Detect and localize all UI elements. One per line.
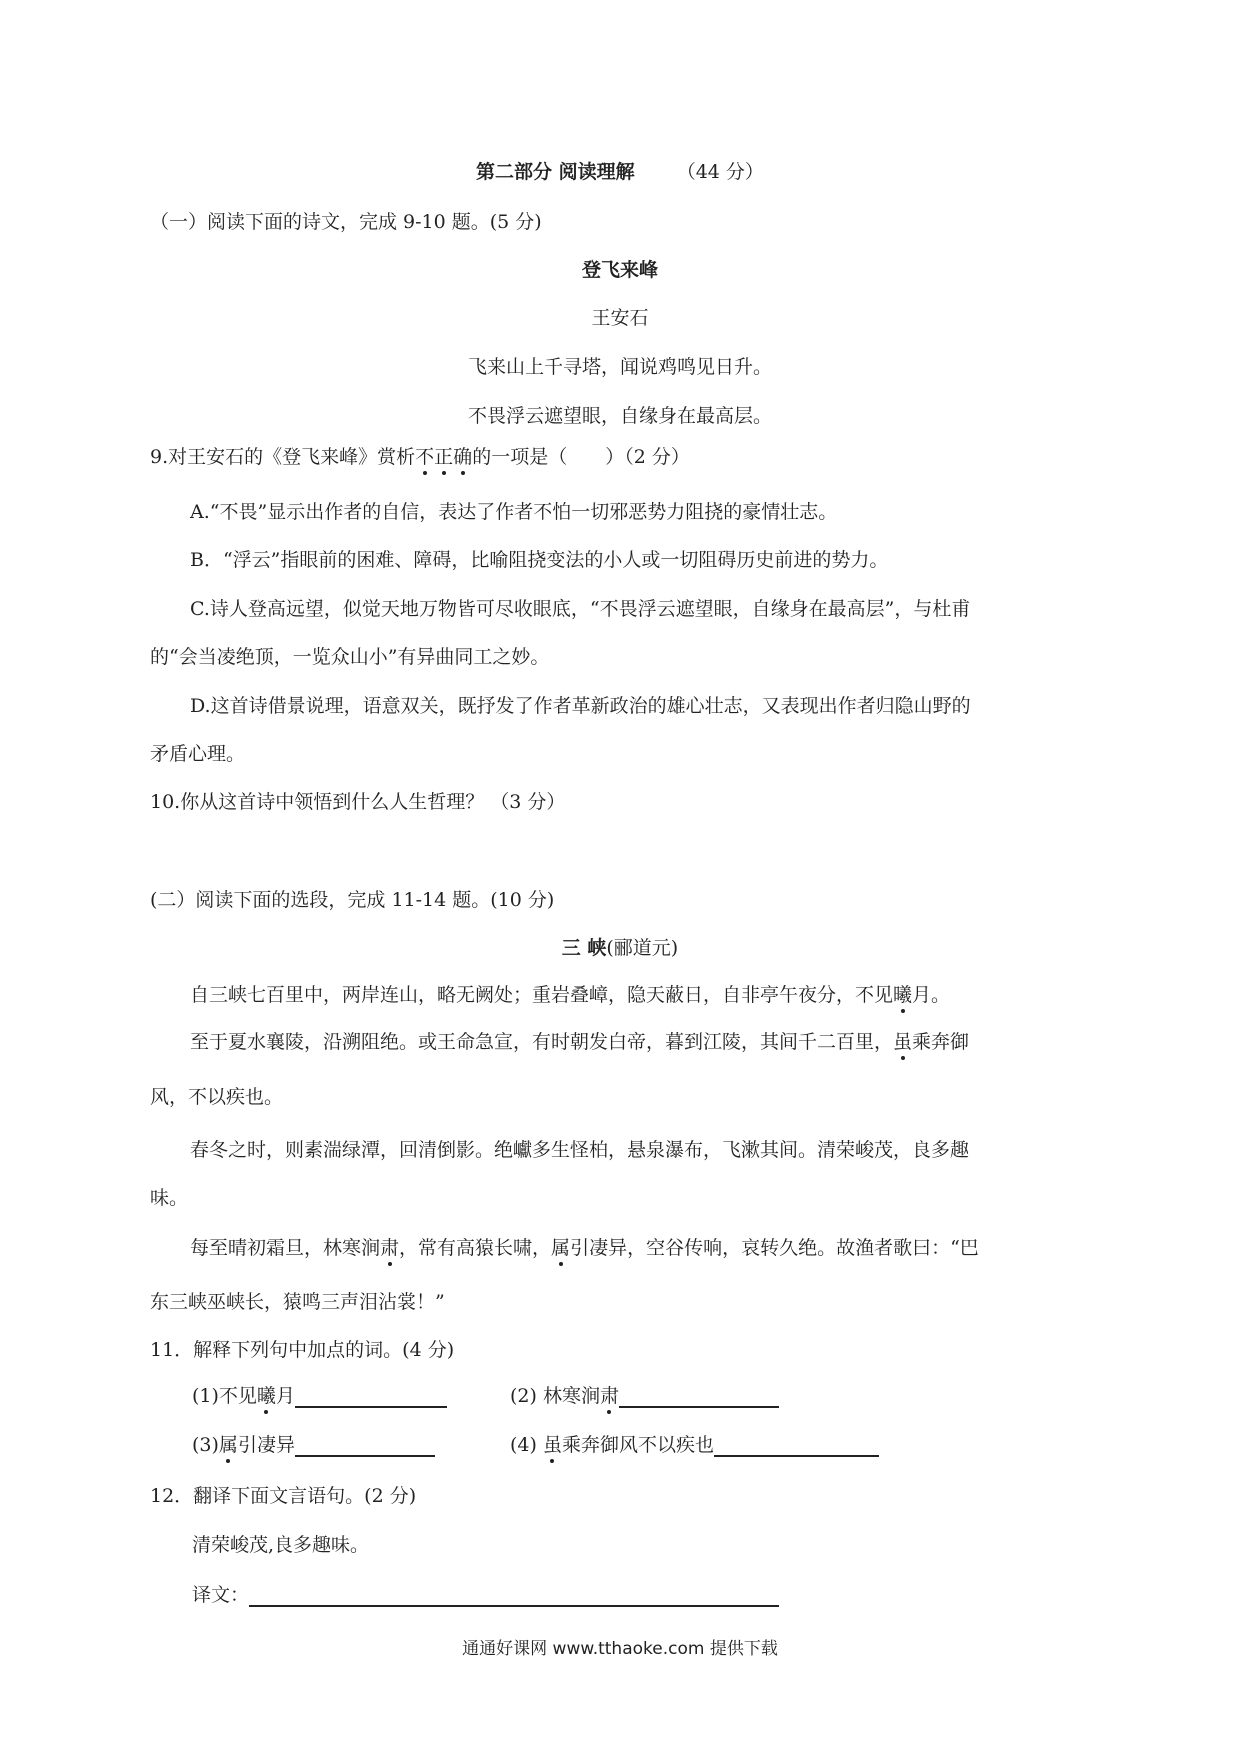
q11-item-1: (1)不见曦月 <box>192 1384 447 1408</box>
passage-paragraph-2-cont: 风，不以疾也。 <box>150 1086 284 1108</box>
option-a: A.“不畏”显示出作者的自信，表达了作者不怕一切邪恶势力阻挠的豪情壮志。 <box>190 501 838 523</box>
passage-paragraph-4-cont: 东三峡巫峡长，猿鸣三声泪沾裳！” <box>150 1291 445 1313</box>
emphasis-mark: 确 <box>453 446 473 468</box>
emphasis-mark: 肃 <box>380 1237 400 1259</box>
emphasis-mark: 属 <box>551 1237 571 1259</box>
translation-label: 译文： <box>192 1584 250 1606</box>
question-12: 12．翻译下面文言语句。(2 分) <box>150 1485 417 1507</box>
passage-paragraph-1: 自三峡七百里中，两岸连山，略无阙处；重岩叠嶂，隐天蔽日，自非亭午夜分，不见曦月。 <box>190 984 951 1006</box>
option-c-line-2: 的“会当凌绝顶，一览众山小”有异曲同工之妙。 <box>150 646 550 668</box>
emphasis-mark: 虽 <box>893 1031 913 1053</box>
answer-blank[interactable] <box>249 1587 779 1607</box>
emphasis-mark: 曦 <box>256 1385 276 1407</box>
poem-line-1: 飞来山上千寻塔，闻说鸡鸣见日升。 <box>467 356 772 378</box>
emphasis-mark: 肃 <box>599 1385 619 1407</box>
q11-item-2: (2) 林寒涧肃 <box>510 1384 779 1408</box>
q11-item-3: (3)属引凄异 <box>192 1433 435 1457</box>
q12-translation-line <box>192 1583 779 1607</box>
question-10: 10.你从这首诗中领悟到什么人生哲理？ （3 分） <box>150 791 566 813</box>
poem-line-2: 不畏浮云遮望眼，自缘身在最高层。 <box>467 405 772 427</box>
emphasis-mark: 曦 <box>893 984 913 1006</box>
q12-sentence: 清荣峻茂,良多趣味。 <box>192 1534 370 1556</box>
answer-blank[interactable] <box>714 1437 879 1457</box>
answer-blank[interactable] <box>295 1437 435 1457</box>
poem-author: 王安石 <box>591 307 649 329</box>
poem-title: 登飞来峰 <box>581 259 658 281</box>
section1-intro: （一）阅读下面的诗文，完成 9-10 题。(5 分) <box>150 211 542 233</box>
section2-intro: (二）阅读下面的选段，完成 11-14 题。(10 分) <box>150 889 555 911</box>
option-d-line-1: D.这首诗借景说理，语意双关，既抒发了作者革新政治的雄心壮志，又表现出作者归隐山野的 <box>190 695 971 717</box>
part-header <box>0 160 1240 184</box>
emphasis-mark: 正 <box>434 446 454 468</box>
emphasis-mark: 属 <box>218 1434 238 1456</box>
option-b: B．“浮云”指眼前的困难、障碍，比喻阻挠变法的小人或一切阻碍历史前进的势力。 <box>190 549 889 571</box>
page-footer: 通通好课网 www.tthaoke.com 提供下载 <box>462 1639 778 1659</box>
option-c-line-1: C.诗人登高远望，似觉天地万物皆可尽收眼底，“不畏浮云遮望眼，自缘身在最高层”，与杜甫 <box>190 598 971 620</box>
question-11: 11．解释下列句中加点的词。(4 分) <box>150 1339 455 1361</box>
passage-paragraph-3-cont: 味。 <box>150 1187 189 1209</box>
passage-paragraph-3: 春冬之时，则素湍绿潭，回清倒影。绝巘多生怪柏，悬泉瀑布，飞漱其间。清荣峻茂，良多趣 <box>190 1139 970 1161</box>
passage-paragraph-4: 每至晴初霜旦，林寒涧肃，常有高猿长啸，属引凄异，空谷传响，哀转久绝。故渔者歌曰：“巴 <box>190 1237 979 1259</box>
passage-paragraph-2: 至于夏水襄陵，沿溯阻绝。或王命急宣，有时朝发白帝，暮到江陵，其间千二百里，虽乘奔御 <box>190 1031 970 1053</box>
q11-item-4: (4) 虽乘奔御风不以疾也 <box>510 1433 879 1457</box>
answer-blank[interactable] <box>295 1388 447 1408</box>
part-score: （44 分） <box>676 161 764 183</box>
emphasis-mark: 不 <box>415 446 435 468</box>
answer-blank[interactable] <box>619 1388 779 1408</box>
question-9: 9.对王安石的《登飞来峰》赏析不正确的一项是（ ）（2 分） <box>150 446 690 468</box>
option-d-line-2: 矛盾心理。 <box>150 743 246 765</box>
part-title: 第二部分 阅读理解 <box>476 161 635 183</box>
passage-title: 三 峡(郦道元) <box>561 937 679 959</box>
emphasis-mark: 虽 <box>542 1434 562 1456</box>
